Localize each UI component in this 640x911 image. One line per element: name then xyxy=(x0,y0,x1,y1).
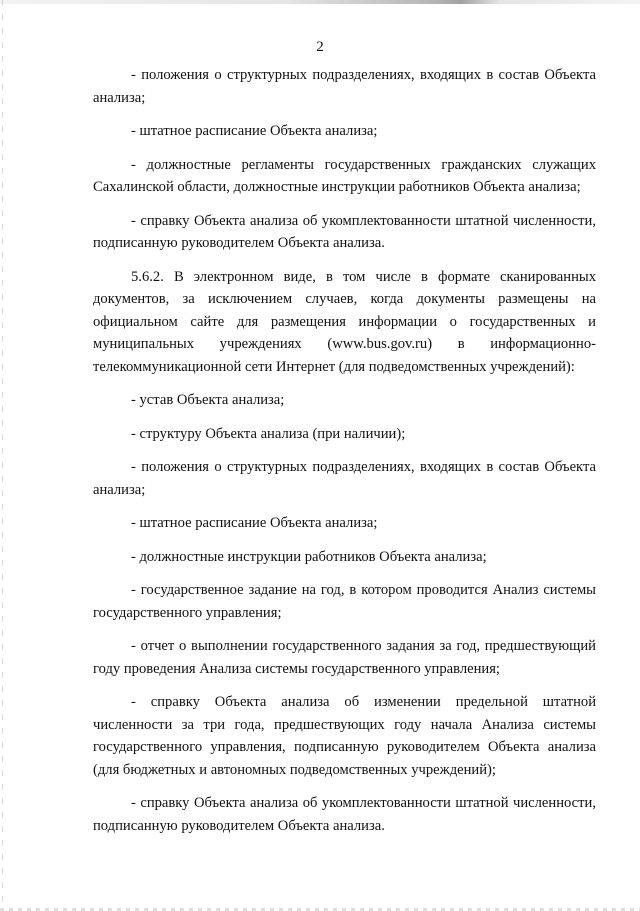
paragraph: - должностные инструкции работников Объекта анализа; xyxy=(131,548,487,565)
paragraph: - положения о структурных подразделениях, входящих в состав Объекта анализа; xyxy=(93,459,596,498)
paragraph: - штатное расписание Объекта анализа; xyxy=(131,123,378,139)
paragraph: - справку Объекта анализа об укомплектованности штатной численности, подписанную руководителем Объекта анализа. xyxy=(93,795,596,834)
paragraph: - штатное расписание Объекта анализа; xyxy=(131,515,378,531)
paragraph: - справку Объекта анализа об укомплектованности штатной численности, подписанную руководителем Объекта анализа. xyxy=(93,212,596,251)
paragraph: - справку Объекта анализа об изменении предельной штатной численности за три года, предшествующих году начала Анализа системы государственного управления, подписанную руководителем Объекта анализа (для бюджетных и автономных подведомственных учреждений); xyxy=(93,694,596,778)
paragraph: - отчет о выполнении государственного задания за год, предшествующий году проведения Анализа системы государственного управления; xyxy=(93,638,596,677)
page-number: 2 xyxy=(316,39,324,55)
paragraph: - положения о структурных подразделениях, входящих в состав Объекта анализа; xyxy=(93,67,596,106)
scan-edge-top xyxy=(0,0,640,4)
paragraph: - должностные регламенты государственных гражданских служащих Сахалинской области, должностные инструкции работников Объекта анализа; xyxy=(93,156,596,195)
scan-edge-left xyxy=(2,0,3,911)
paragraph: - структуру Объекта анализа (при наличии); xyxy=(131,425,406,442)
paragraph: - устав Объекта анализа; xyxy=(131,392,285,408)
paragraph: 5.6.2. В электронном виде, в том числе в формате сканированных документов, за исключением случаев, когда документы размещены на официальном сайте для размещения информации о государственных и муниципальных учреждениях (www.bus.gov.ru) в информационно-телекоммуникационной сети Интернет (для подведомственных учреждений): xyxy=(93,268,596,375)
paragraph: - государственное задание на год, в котором проводится Анализ системы государственного управления; xyxy=(93,582,596,621)
document-body xyxy=(93,64,596,848)
